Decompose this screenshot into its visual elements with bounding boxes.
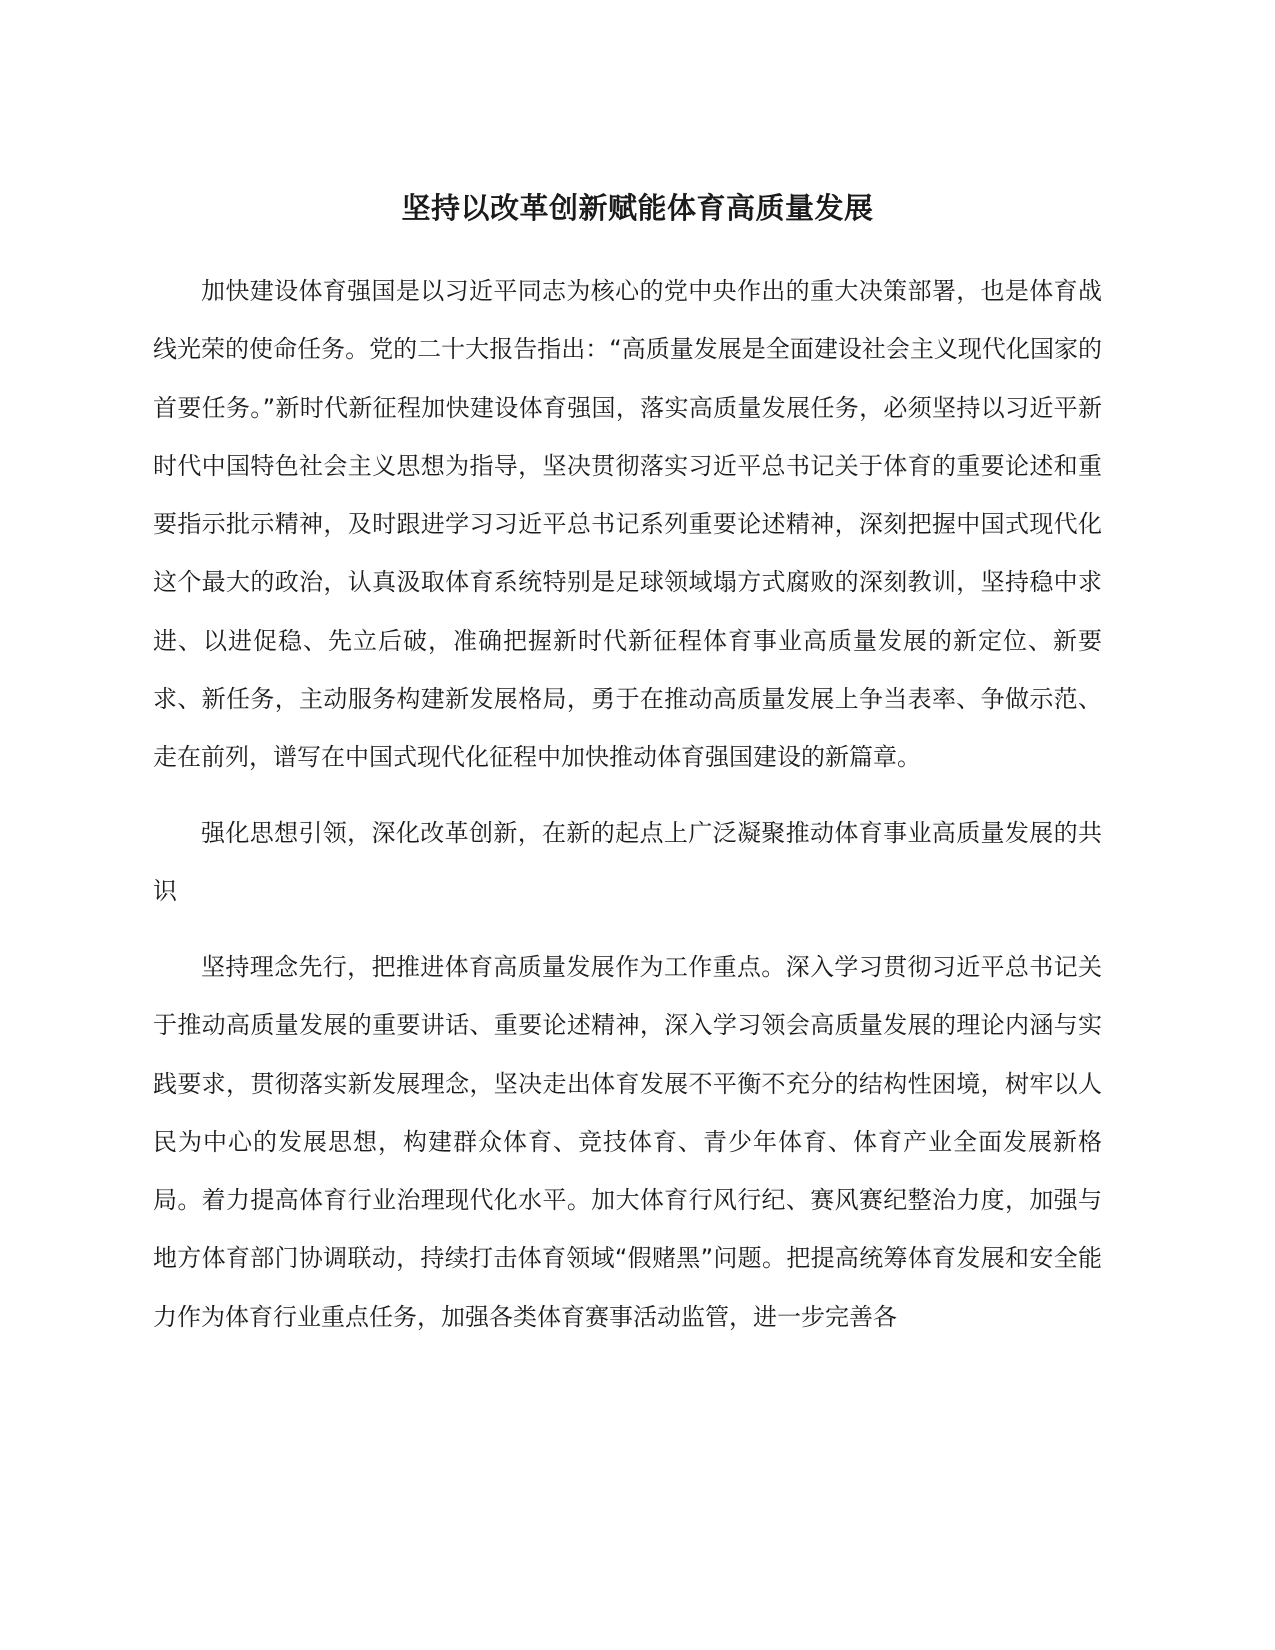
paragraph-intro: 加快建设体育强国是以习近平同志为核心的党中央作出的重大决策部署，也是体育战线光荣的使命任务。党的二十大报告指出：“高质量发展是全面建设社会主义现代化国家的首要任务。”新时代新征程加快建设体育强国，落实高质量发展任务，必须坚持以习近平新时代中国特色社会主义思想为指导，坚决贯彻落实习近平总书记关于体育的重要论述和重要指示批示精神，及时跟进学习习近平总书记系列重要论述精神，深刻把握中国式现代化这个最大的政治，认真汲取体育系统特别是足球领域塌方式腐败的深刻教训，坚持稳中求进、以进促稳、先立后破，准确把握新时代新征程体育事业高质量发展的新定位、新要求、新任务，主动服务构建新发展格局，勇于在推动高质量发展上争当表率、争做示范、走在前列，谱写在中国式现代化征程中加快推动体育强国建设的新篇章。	[153, 277, 1102, 772]
document-title: 坚持以改革创新赋能体育高质量发展	[401, 191, 874, 225]
paragraph-section-heading: 强化思想引领，深化改革创新，在新的起点上广泛凝聚推动体育事业高质量发展的共识	[153, 819, 1102, 906]
document-body	[153, 262, 1102, 1346]
paragraph-body: 坚持理念先行，把推进体育高质量发展作为工作重点。深入学习贯彻习近平总书记关于推动高质量发展的重要讲话、重要论述精神，深入学习领会高质量发展的理论内涵与实践要求，贯彻落实新发展理念，坚决走出体育发展不平衡不充分的结构性困境，树牢以人民为中心的发展思想，构建群众体育、竞技体育、青少年体育、体育产业全面发展新格局。着力提高体育行业治理现代化水平。加大体育行风行纪、赛风赛纪整治力度，加强与地方体育部门协调联动，持续打击体育领域“假赌黑”问题。把提高统筹体育发展和安全能力作为体育行业重点任务，加强各类体育赛事活动监管，进一步完善各	[153, 953, 1102, 1331]
